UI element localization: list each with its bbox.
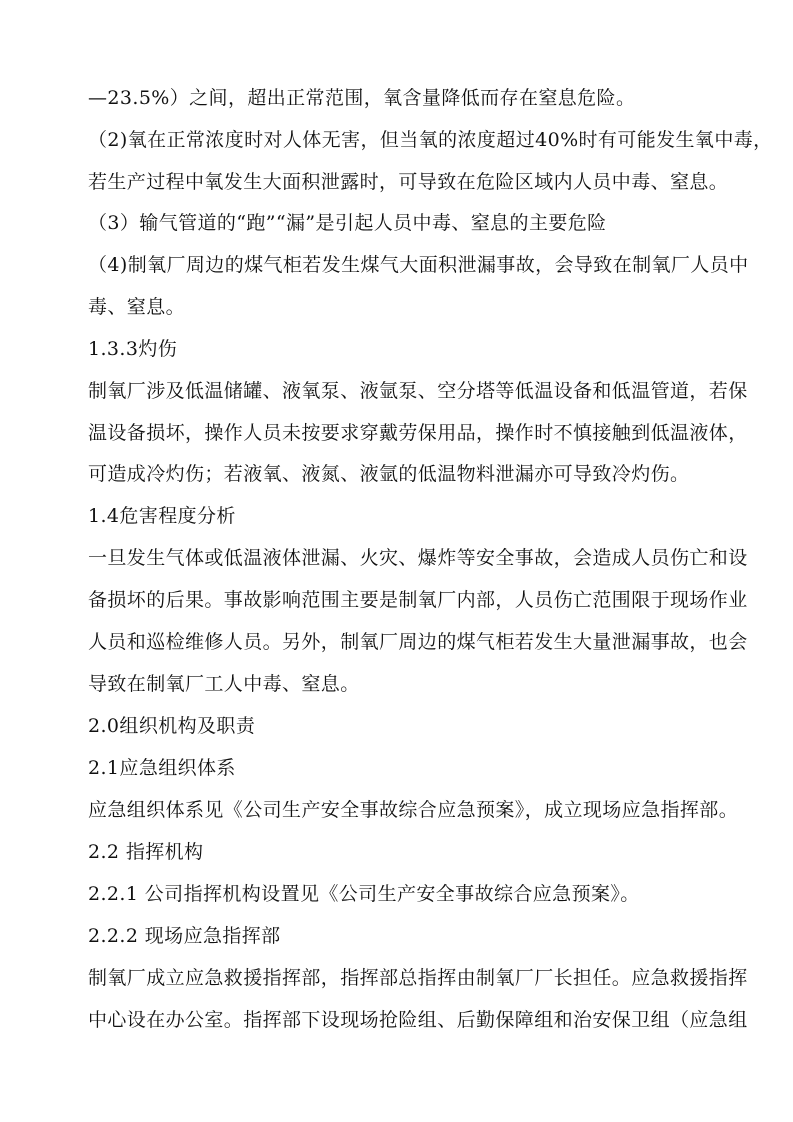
section-heading: 2.2 指挥机构 — [88, 841, 204, 863]
paragraph-line: 人员和巡检维修人员。另外，制氧厂周边的煤气柜若发生大量泄漏事故，也会 — [88, 631, 748, 653]
paragraph-line: 备损坏的后果。事故影响范围主要是制氧厂内部，人员伤亡范围限于现场作业 — [88, 589, 748, 611]
paragraph-line: （4)制氧厂周边的煤气柜若发生煤气大面积泄漏事故，会导致在制氧厂人员中 — [88, 254, 749, 276]
paragraph-line: 应急组织体系见《公司生产安全事故综合应急预案》，成立现场应急指挥部。 — [88, 799, 739, 821]
paragraph-line: 制氧厂涉及低温储罐、液氧泵、液氩泵、空分塔等低温设备和低温管道，若保 — [88, 380, 748, 402]
paragraph-line: 毒、窒息。 — [88, 296, 186, 318]
paragraph-line: 中心设在办公室。指挥部下设现场抢险组、后勤保障组和治安保卫组（应急组 — [88, 1009, 748, 1031]
section-heading: 1.3.3灼伤 — [88, 338, 178, 360]
section-heading: 2.2.1 公司指挥机构设置见《公司生产安全事故综合应急预案》。 — [88, 883, 640, 905]
section-heading: 1.4危害程度分析 — [88, 505, 236, 527]
paragraph-line: 制氧厂成立应急救援指挥部，指挥部总指挥由制氧厂厂长担任。应急救援指挥 — [88, 967, 748, 989]
paragraph-line: 可造成冷灼伤；若液氧、液氮、液氩的低温物料泄漏亦可导致冷灼伤。 — [88, 463, 690, 485]
section-heading: 2.1应急组织体系 — [88, 757, 236, 779]
paragraph-line: 温设备损坏，操作人员未按要求穿戴劳保用品，操作时不慎接触到低温液体， — [88, 422, 748, 444]
paragraph-line: —23.5%）之间，超出正常范围，氧含量降低而存在窒息危险。 — [88, 87, 636, 109]
paragraph-line: 一旦发生气体或低温液体泄漏、火灾、爆炸等安全事故，会造成人员伤亡和设 — [88, 547, 748, 569]
section-heading: 2.2.2 现场应急指挥部 — [88, 925, 281, 947]
paragraph-line: （3）输气管道的“跑”“漏”是引起人员中毒、窒息的主要危险 — [88, 212, 607, 234]
paragraph-line: 导致在制氧厂工人中毒、窒息。 — [88, 673, 360, 695]
paragraph-line: 若生产过程中氧发生大面积泄露时，可导致在危险区域内人员中毒、窒息。 — [88, 171, 729, 193]
paragraph-line: （2)氧在正常浓度时对人体无害，但当氧的浓度超过40%时有可能发生氧中毒， — [88, 129, 773, 151]
section-heading: 2.0组织机构及职责 — [88, 715, 256, 737]
